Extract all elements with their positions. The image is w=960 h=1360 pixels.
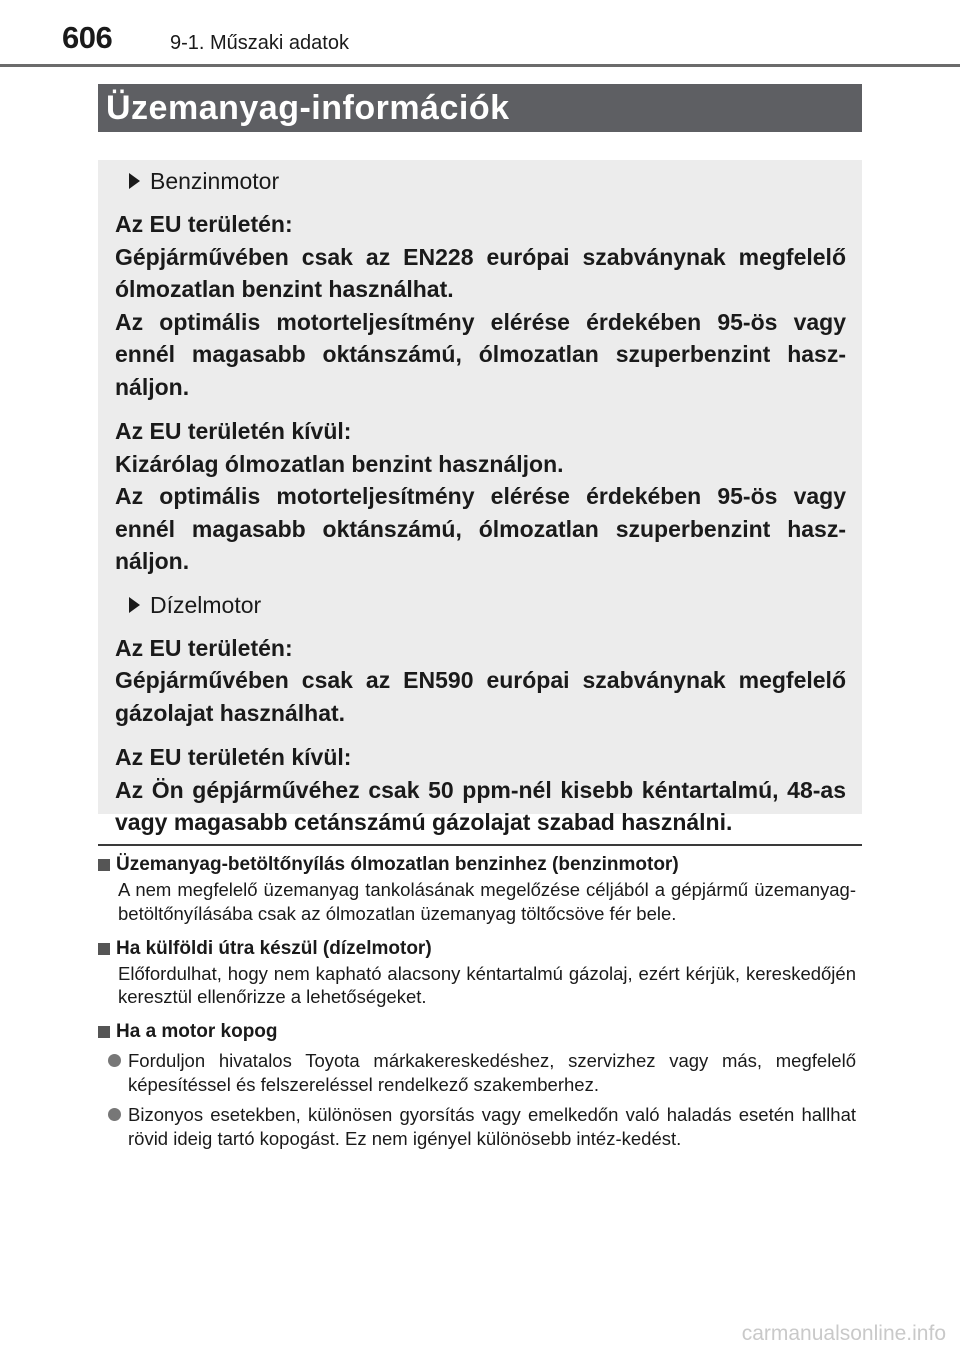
petrol-eu-inside-label: Az EU területén: [115,211,293,237]
note-body: Előfordulhat, hogy nem kapható alacsony kéntartalmú gázolaj, ezért kérjük, kereskedőjén keresztül ellenőrizze a lehetőségeket. [118,962,856,1008]
diesel-heading-label: Dízelmotor [150,591,262,618]
square-bullet-icon [98,943,110,955]
petrol-eu-inside-text: Az optimális motorteljesítmény elérése érdekében 95-ös vagy ennél magasabb oktánszámú, ólmozatlan szuperbenzint hasz-náljon. [115,308,846,400]
page-number: 606 [62,20,113,55]
notes-divider [98,844,862,846]
diesel-eu-inside [115,632,846,730]
watermark: carmanualsonline.info [741,1322,946,1345]
petrol-heading-label: Benzinmotor [150,168,280,194]
square-bullet-icon [98,859,110,871]
petrol-eu-inside [115,208,846,403]
diesel-eu-outside [115,741,846,839]
petrol-eu-outside-text: Kizárólag ólmozatlan benzint használjon. [115,450,564,477]
note-heading [98,1019,862,1045]
circle-bullet-icon [108,1108,121,1121]
petrol-eu-outside [115,415,846,578]
note-heading [98,936,862,962]
fuel-info-box [98,160,862,835]
note-item [98,936,862,1010]
petrol-heading [129,166,846,196]
triangle-bullet-icon [129,173,140,189]
diesel-eu-outside-text: Az Ön gépjárművéhez csak 50 ppm-nél kisebb kéntartalmú, 48-as vagy magasabb cetánszámú gázolajat szabad használni. [115,776,846,835]
note-heading [98,852,862,878]
bullet-item [108,1049,856,1097]
note-item [98,852,862,926]
petrol-eu-outside-label: Az EU területén kívül: [115,418,352,444]
square-bullet-icon [98,1026,110,1038]
header-rule [0,64,960,67]
note-title: Ha külföldi útra készül (dízelmotor) [116,937,432,959]
bullet-text: Forduljon hivatalos Toyota márkakereskedéshez, szervizhez vagy más, megfelelő képesítéssel és felszereléssel rendelkező szakemberhez. [128,1050,856,1095]
diesel-eu-outside-label: Az EU területén kívül: [115,744,352,770]
page-title: Üzemanyag-információk [98,84,862,132]
diesel-heading [129,590,846,620]
diesel-eu-inside-text: Gépjárművében csak az EN590 európai szabványnak megfelelő gázolajat használhat. [115,667,846,726]
notes-section [98,852,862,1160]
bullet-item [108,1103,856,1151]
bullet-text: Bizonyos esetekben, különösen gyorsítás vagy emelkedőn való haladás esetén hallhat rövid ideig tartó kopogást. Ez nem igényel különösebb intéz-kedést. [128,1103,856,1149]
diesel-eu-inside-label: Az EU területén: [115,634,293,661]
triangle-bullet-icon [129,597,140,613]
petrol-eu-inside-text: Gépjárművében csak az EN228 európai szabványnak megfelelő ólmozatlan benzint használhat. [115,243,846,302]
note-title: Ha a motor kopog [116,1021,278,1043]
note-title: Üzemanyag-betöltőnyílás ólmozatlan benzinhez (benzinmotor) [116,854,679,875]
note-item [98,1019,862,1150]
circle-bullet-icon [108,1054,121,1067]
note-body: A nem megfelelő üzemanyag tankolásának megelőzése céljából a gépjármű üzemanyag-betöltőnyílásába csak az ólmozatlan üzemanyag töltőcsöve fér bele. [118,879,856,924]
petrol-eu-outside-text: Az optimális motorteljesítmény elérése érdekében 95-ös vagy ennél magasabb oktánszámú, ólmozatlan szuperbenzint hasz-náljon. [115,483,846,574]
section-reference: 9-1. Műszaki adatok [170,32,349,54]
